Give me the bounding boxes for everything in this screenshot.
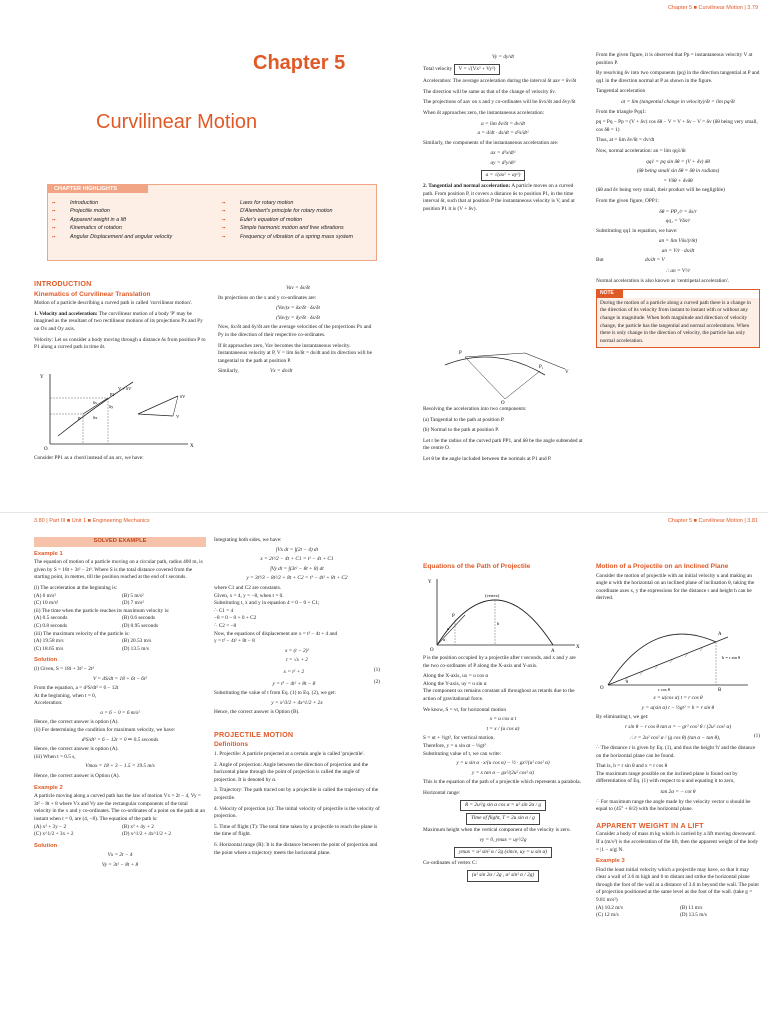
option: (D) 0.95 seconds <box>122 622 159 629</box>
fig-label-a: A <box>551 649 555 653</box>
solution-line: ∫Vx dt = ∫(2t − 4) dt <box>275 546 319 553</box>
solution-line: At the beginning, when t = 0, <box>34 692 97 699</box>
text-line: ∴ For maximum range the angle made by the velocity vector u should be equal to (45° + θ/2) with the horizontal plane. <box>596 798 751 813</box>
solution-line: Hence, the correct answer is option (A). <box>34 719 119 726</box>
highlight-item: ▪▪ Simple harmonic motion and free vibrations <box>218 224 376 232</box>
question-2: (ii) The time when the particle reaches its maximum velocity is: <box>34 607 170 614</box>
solution-line: Hence, the correct answer is Option (A). <box>34 773 120 780</box>
highlight-item: ▪▪ Kinematics of rotation <box>48 224 218 232</box>
solution-2-title: Solution <box>34 842 58 849</box>
fig-label-u: u <box>447 626 450 631</box>
page4-left-column <box>423 563 583 573</box>
page1-left-column <box>34 280 206 355</box>
page4-right-text <box>596 693 760 920</box>
solution-line: Vx = 2t − 4 <box>107 852 133 859</box>
solution-line: x = 2t²/2 − 4t + C1 = t² − 4t + C1 <box>260 556 334 563</box>
acceleration-text: Acceleration: The average acceleration during the interval δt aav = δv/δt <box>423 78 577 85</box>
solution-line: ∫Vy dt = ∫(3t² − 8t + 8) dt <box>270 565 324 572</box>
fig-label-o: O <box>600 686 604 691</box>
solution-line: Given, x = 4, y = −8, when t = 0. <box>214 592 284 599</box>
svg-text:V: V <box>565 370 569 375</box>
option: (A) 10.2 m/s <box>596 904 623 911</box>
eq-vy: Vy = dy/dt <box>492 54 514 60</box>
example-2-options <box>34 824 206 839</box>
negligible-text: (δθ and δv being very small, their product will be negligible) <box>596 187 725 194</box>
kinematics-heading: Kinematics of Curvilinear Translation <box>34 290 151 298</box>
solution-line: Substituting t, x and y in equation 4 = 0 − 0 + C1; <box>214 600 320 607</box>
solution-line: ∴ C2 = −8 <box>214 622 237 629</box>
fig-label-theta: θ <box>626 679 629 684</box>
qq-eq: qq1 = pq sin δθ = (V + δv) δθ <box>646 158 710 165</box>
example-1-text: The equation of motion of a particle moving on a circular path, radius 400 m, is given by S = 18t + 3t² − 2t³. Where S is the total distance covered from the starting point, in metres, till the position reached at the end of t seconds. <box>34 559 203 581</box>
text-line: ∴ r = 2u² cos² α / (g cos θ) (tan α − tan θ), <box>629 735 721 742</box>
average-velocity-text: Now, δx/δt and δy/δt are the average velocities of the projections Px and Py in the direction of their respective co-ordinates. <box>218 324 372 338</box>
highlight-item: ▪▪ Laws for rotary motion <box>218 199 376 207</box>
question-1-options <box>34 593 206 608</box>
intro-heading: INTRODUCTION <box>34 279 92 288</box>
text-line: Along the X-axis, ux = u cos α <box>423 673 489 680</box>
option: (C) 0.8 seconds <box>34 622 68 629</box>
solution-line: Acceleration: <box>34 700 63 707</box>
text-line: ∴ The distance r is given by Eq. (1), and thus the height 'h' and the distance on the horizontal plane can be found. <box>596 744 756 759</box>
solution-line: (i) Given, S = 18t + 3t² − 2t³ <box>34 665 94 672</box>
fig-label: V <box>176 414 180 419</box>
page4-left-text <box>423 655 583 884</box>
eq-total-accel: a = √(ax² + ay²) <box>481 170 526 182</box>
velocity-text: Velocity: Let us consider a body moving through a distance δs from position P to P1 along a curved path in time δt. <box>34 336 206 351</box>
text-line: The component ux remains constant all throughout as retards due to the action of gravitational force. <box>423 688 575 702</box>
projections-text: The projections of aav on x and y co-ordinates will be δvx/δt and δvy/δt <box>423 99 576 106</box>
tangential-heading: 2. Tangential and normal acceleration: <box>423 183 511 190</box>
velocity-vector-figure <box>38 370 208 452</box>
inclined-plane-heading: Motion of a Projectile on an Inclined Plane <box>596 563 729 570</box>
text-line: Horizontal range: <box>423 789 461 796</box>
solution-line: (ii) For determining the condition for maximum velocity, we have: <box>34 727 176 734</box>
fig-label-a: A <box>718 632 722 637</box>
option: (B) 11 m/s <box>680 904 703 911</box>
question-3-options <box>34 638 206 653</box>
fig-label-rcos: r cos θ <box>658 687 670 691</box>
text-line: t = x / (u cos α) <box>486 725 520 732</box>
text-line: By eliminating t, we get: <box>596 714 649 721</box>
page-header: 3.80 | Part III ■ Unit 1 ■ Engineering Mechanics <box>34 518 150 524</box>
thus-eq: Thus, at = lim δv/δt = dv/dt <box>596 137 655 144</box>
highlight-item: ▪▪ Projectile motion <box>48 207 218 215</box>
solution-line: where C1 and C2 are constants. <box>214 584 282 591</box>
svg-text:P: P <box>459 351 462 356</box>
highlights-right-list <box>218 199 376 241</box>
radius-text: Let r be the radius of the curved path PP1, and δθ be the angle subtended at the centre O. <box>423 437 583 452</box>
inclined-plane-text: Consider the motion of projectile with an initial velocity u and making an angle α with the horizontal on an inclined plane of inclination θ, taking the coordinate axes x, y the expressions for the distance r and height h can be derived. <box>596 572 755 602</box>
apparent-weight-text: Consider a body of mass m kg which is carried by a lift moving downward. If a (m/s²) is the acceleration of the lift, then the apparent weight of the body = |1 − a/g| N. <box>596 831 759 853</box>
text-line: This is the equation of the path of a projectile which represents a parabola. <box>423 779 581 786</box>
fig-label-h: h <box>497 621 500 626</box>
tangential-text: A particle moves on a curved path. From position P, it covers a distance δs to position P1, in the time interval δt, such that at position P the instantaneous velocity is V, and at position P1 it is (V + δv). <box>423 183 575 212</box>
option: (C) 12 m/s <box>596 912 619 919</box>
option: (B) 0.6 seconds <box>122 615 156 622</box>
highlight-item: ▪▪ Apparent weight in a lift <box>48 216 218 224</box>
definition-item: 6. Horizontal range (R): It is the distance between the point of projection and the point where a trajectory meets the horizontal plane. <box>214 842 378 856</box>
fig-label: δx <box>93 415 98 420</box>
text-line: We know, S = vt, for horizontal motion <box>423 706 506 713</box>
solution-line: y = t³ − 4t² + 8t − 8 <box>272 680 316 687</box>
fig-label: δs <box>93 400 97 405</box>
solution-line: −8 = 0 − 0 + 0 + C2 <box>214 615 257 622</box>
resolve-text: By resolving δv into two components (pq) in the direction tangential at P and qq1 in the direction normal at P as shown in the figure. <box>596 70 760 84</box>
fig-label-x: X <box>576 645 580 650</box>
solution-title: Solution <box>34 657 58 664</box>
question-1: (i) The acceleration at the beginning is: <box>34 584 118 591</box>
fig-label-b: B <box>718 688 722 691</box>
solution-line: Substituting the value of t from Eq. (1) to Eq. (2), we get: <box>214 690 336 697</box>
projections-text: Its projections on the x and y co-ordinates are: <box>218 294 317 301</box>
page1-mid-column: Vav = δs/δt Its projections on the x and y co-ordinates are: (Vav)x = δx/δt · δs/δt (Vav)y = δy/δt · δs/δt Now, δx/δt and δy/δt are the average velocities of the projections Px and Py in the direction of their respective co-ordinates. If δt approaches zero, Vav becomes the instantaneous velocity. Instantaneous velocity at P, V = lim δs/δt = ds/dt and its direction will be tangential to the path at position P. Similarly, Vx = dx/dt <box>218 283 378 379</box>
resolve-a: (a) Tangential to the path at position P. <box>423 416 505 423</box>
option: (B) 5 m/s² <box>122 592 144 599</box>
solution-line: Now, the equations of displacement are x = t² − 4t + 4 and <box>214 630 338 637</box>
fig-label: P1 <box>110 392 115 397</box>
option: (A) 0.5 seconds <box>34 615 68 622</box>
fig-label-o: O <box>44 447 48 452</box>
text-line: x = u(cos α) t = r cos θ <box>653 695 703 701</box>
example-1-title: Example 1 <box>34 550 63 557</box>
text-line: Along the Y-axis, uy = u sin α <box>423 680 487 687</box>
projectile-path-figure <box>425 575 585 653</box>
page-header: Chapter 5 ■ Curvilinear Motion | 3.81 <box>667 518 758 524</box>
option: (A) 19.58 m/s <box>34 638 64 645</box>
text-line: P is the position occupied by a projectile after t seconds, and x and y are the two co-ordinates of P along the X-axis and Y-axis. <box>423 655 576 669</box>
velocity-accel-heading: 1. Velocity and acceleration: <box>34 310 98 317</box>
tangential-normal-figure <box>435 335 585 405</box>
highlight-item: ▪▪ Euler's equation of motion <box>218 216 376 224</box>
example-3-options <box>596 905 760 920</box>
option: (C) 10 m/s² <box>34 600 59 607</box>
qq-eq2: = Vδθ + δvδθ <box>663 177 693 184</box>
definition-item: 1. Projectile: A particle projected at a certain angle is called 'projectile'. <box>214 751 365 758</box>
solution-line: a = 6 − 0 = 6 m/s² <box>100 709 140 716</box>
theta-text: Let θ be the angle included between the normals at P1 and P. <box>423 455 552 462</box>
page4-right-column <box>596 563 760 606</box>
text-line: y = x tan α − gx²/(2u² cos² α) <box>472 769 534 776</box>
option: (C) x^1/2 + 3x + 2 <box>34 831 74 838</box>
fig-label-alpha: α <box>443 637 446 642</box>
qq-note: (δθ being small sin δθ = δθ in radians) <box>636 168 720 175</box>
solution-1 <box>34 666 206 781</box>
page2-left-column: Vy = dy/dt Total velocity V = √(Vx² + Vy²) Acceleration: The average acceleration during the interval δt aav = δv/δt The direction will be same as that of the change of velocity δv. The projections of aav on x and y co-ordinates will be δvx/δt and δvy/δt When δt approaches zero, the instantaneous acceleration: a = lim δv/δt = dv/dt a = d/dt · ds/dt = d²s/dt² Similarly, the components of the instantaneous acceleration are: ax = d²x/dt² ay = d²y/dt² a = √(ax² + ay²) 2. Tangential and normal acceleration: A particle moves on a curved path. From position P, it covers a distance δs to position P1, in the time interval δt, such that at position P the instantaneous velocity is V, and at position P1 it is (V + δv). <box>423 52 583 217</box>
page2-right-column: From the given figure, it is observed that Pp = instantaneous velocity V at position P. By resolving δv into two components (pq) in the direction tangential at P and qq1 in the direction normal at P as shown in the figure. Tangential acceleration at = lim (tangential change in velocity)/δt = lim pq/δt From the triangle Pqq1: pq = Pq − Pp = (V + δv) cos δθ − V = V + δv − V = δv (δθ being very small, cos δθ = 1) Thus, at = lim δv/δt = dv/dt Now, normal acceleration: an = lim qq1/δt qq1 = pq sin δθ = (V + δv) δθ (δθ being small sin δθ = δθ in radians) = Vδθ + δvδθ (δθ and δv being very small, their product will be negligible) From the given figure, OPP1: δθ = PP₁/r = δs/r qq₁ = Vδs/r Substituting qq1 in equation, we have: an = lim Vδs/(rδt) an = V/r · ds/dt But ds/dt = V ∴ an = V²/r Normal acceleration is also known as 'centripetal acceleration'. NOTE During the motion of a particle along a curved path there is a change in the direction of its velocity from instant to instant with or without any change in magnitude. When both magnitude and direction of velocity change, the particle has the tangential and normal accelerations. When there is only change in the direction of velocity, the particle has only normal acceleration. <box>596 52 760 348</box>
solution-line: x = (t − 2)² <box>284 647 310 654</box>
option: (B) x³ + 4y + 2 <box>122 823 154 830</box>
centripetal-note: Normal acceleration is also known as 'centripetal acceleration'. <box>596 277 730 284</box>
example-3-title: Example 3 <box>596 858 625 865</box>
chapter-highlights-box <box>47 184 377 261</box>
example-3-text: Find the least initial velocity which a projectile may have, so that it may clear a wall of 3.6 m high and 6 m distant and strike the horizontal plane through the foot of the wall at a distance of 3.6 m beyond the wall. The point of projection positioned at the same level as the foot of the wall. (take g = 9.81 m/s²) <box>596 866 759 904</box>
definition-item: 3. Trajectory: The path traced out by a projectile is called the trajectory of the projectile. <box>214 787 379 802</box>
fig-label: δy <box>109 404 114 409</box>
eq-number: (1) <box>753 733 760 740</box>
chapter-title: Curvilinear Motion <box>96 111 258 133</box>
fig-label-x: X <box>190 444 194 449</box>
inclined-plane-figure <box>598 619 758 691</box>
definitions-heading: Definitions <box>214 741 249 749</box>
total-velocity-label: Total velocity <box>423 65 453 72</box>
example-2-text: A particle moving along a curved path has the law of motion Vx = 2t − 4, Vy = 3t² − 8t + 8 where Vx and Vy are the rectangular components of the total velocity in the x and y co-ordinates. The co-ordinates of a point on the path at an instant when t = 0, are (4, −8). The equation of the path is: <box>34 793 205 822</box>
text-line: vy = 0, ymax = uy²/2g <box>479 837 527 844</box>
range-formula: R = 2u²/g sin α cos α = u² sin 2α / g <box>460 800 546 812</box>
text-line: The maximum range possible on the inclined plane is found out by differentiation of Eq. (1) with respect to α and equating it to zero, <box>596 770 738 785</box>
solution-line: y = 3t³/3 − 8t²/2 + 8t + C2 = t³ − 4t² + 8t + C2 <box>246 575 348 582</box>
solution-line: Hence, the correct answer is option (A). <box>34 746 119 753</box>
page3-right-column <box>214 537 380 860</box>
solution-line: From the equation, a = d²S/dt² = 6 − 12t <box>34 685 119 692</box>
max-height-formula: ymax = u² sin² α / 2g (since, uy = u sin α) <box>454 847 552 859</box>
option: (D) 13.5 m/s <box>680 912 707 919</box>
option: (B) 20.53 m/s <box>122 638 152 645</box>
text-line: r sin θ − r cos θ tan α = − gr² cos² θ / (2u² cos² α) <box>624 723 732 730</box>
solution-line: Hence, the correct answer is Option (B). <box>214 709 300 716</box>
definition-item: 4. Velocity of projection (u): The initial velocity of projectile is the velocity of projection. <box>214 805 380 820</box>
solution-line: y = t³ − 4t² + 8t − 8 <box>214 638 255 645</box>
eq-total-velocity: V = √(Vx² + Vy²) <box>454 64 501 76</box>
fig-label: V + δV <box>118 386 132 391</box>
solution-line: d²S/dt² = 6 − 12t = 0 ⇒ 0.5 seconds <box>81 736 159 743</box>
highlight-item: ▪▪ Angular Displacement and angular velocity <box>48 233 218 241</box>
question-3: (iii) The maximum velocity of the particle is: <box>34 630 130 637</box>
path-equations-heading: Equations of the Path of Projectile <box>423 563 531 570</box>
definition-item: 2. Angle of projection: Angle between the direction of projection and the horizontal plane through the point of projection is called the angle of projection. It is denoted by α. <box>214 761 369 783</box>
vertex-formula: (u² sin 2α / 2g , u² sin² α / 2g) <box>467 870 539 882</box>
solved-example-banner: SOLVED EXAMPLE <box>34 537 206 547</box>
svg-text:P₁: P₁ <box>539 365 544 370</box>
svg-text:O: O <box>501 401 505 405</box>
highlight-item: ▪▪ D'Alembert's principle for rotary motion <box>218 207 376 215</box>
text-line: Therefore, y = u sin αt − ½gt² <box>423 742 486 749</box>
eq-number: (1) <box>373 666 380 673</box>
highlight-item: ▪▪ Introduction <box>48 199 218 207</box>
velocity-accel-text: The curvilinear motion of a body 'P' may be imagined as the resultant of two rectilinear motions of its projections Px and Py on Ox and Oy axis. <box>34 310 203 332</box>
direction-text: The direction will be same as that of the change of velocity δv. <box>423 88 556 95</box>
definition-item: 5. Time of flight (T): The total time taken by a projectile to reach the plane is the time of flight. <box>214 823 378 838</box>
note-label: NOTE <box>597 290 623 298</box>
solution-line: Vmax = 18 + 3 − 1.5 = 19.5 m/s <box>85 763 155 770</box>
triangle-eq: pq = Pq − Pp = (V + δv) cos δθ − V = V + δv − V = δv (δθ being very small, cos δθ = 1) <box>596 119 758 133</box>
tangential-accel-label: Tangential acceleration <box>596 88 646 95</box>
text-line: Co-ordinates of vertex C: <box>423 860 477 867</box>
text-line: y = u sin α · x/(u cos α) − ½ · gx²/(u² cos² α) <box>456 760 550 767</box>
fig-label: P <box>78 416 81 421</box>
resolve-b: (b) Normal to the path at position P. <box>423 427 499 434</box>
instant-velocity-text: If δt approaches zero, Vav becomes the instantaneous velocity. Instantaneous velocity at P, V = lim δs/δt = ds/dt and its direction will be tangential to the path at position P. <box>218 342 372 364</box>
similarly-label: Similarly, <box>218 368 239 375</box>
fig-label-o: O <box>430 648 434 653</box>
but-label: But <box>596 257 604 264</box>
solution-line: t = √x + 2 <box>286 657 308 664</box>
solution-line: V = dS/dt = 18 + 6t − 6t² <box>92 675 148 682</box>
solution-line: ∴ C1 = 4 <box>214 607 234 614</box>
highlight-item: ▪▪ Frequency of vibration of a spring mass system <box>218 233 376 241</box>
similarly-components-text: Similarly, the components of the instantaneous acceleration are: <box>423 139 559 146</box>
time-of-flight-formula: Time of flight, T = 2u sin α / g <box>466 813 540 825</box>
triangle-label: From the triangle Pqq1: <box>596 108 647 115</box>
text-line: y = u(sin α) t − ½gt² = h = r sin θ <box>641 704 715 711</box>
question-2-options <box>34 615 206 630</box>
eq-vav: Vav = δs/δt <box>286 285 310 291</box>
fig-label-h: h = r sin θ <box>722 655 741 660</box>
highlights-title: CHAPTER HIGHLIGHTS <box>48 185 148 193</box>
solution-line: x = t² + 2 <box>283 668 305 675</box>
option: (D) 13.5 m/s <box>122 645 149 652</box>
apparent-weight-heading: APPARENT WEIGHT IN A LIFT <box>596 820 704 830</box>
text-line: tan 2α = − cot θ <box>660 788 696 795</box>
solution-line: y = x^3/2 + 4x^1/2 + 2x <box>271 699 323 706</box>
example-2-title: Example 2 <box>34 784 63 791</box>
solution-line: Integrating both sides, we have: <box>214 537 282 543</box>
text-line: x = u cos α t <box>489 716 517 723</box>
text-line: S = ut + ½gt², for vertical motion. <box>423 735 495 742</box>
bottom-spread <box>0 512 768 1025</box>
option: (A) x² + 3y − 2 <box>34 823 67 830</box>
highlights-left-list <box>48 199 218 241</box>
text-line: Substituting value of t, we can write: <box>423 750 502 757</box>
fig-label-vertex: (vertex) <box>485 593 500 598</box>
normal-accel-eq: Now, normal acceleration: an = lim qq1/δt <box>596 147 686 154</box>
note-box <box>596 289 760 348</box>
solution-line: (iii) When t = 0.5 s, <box>34 753 76 760</box>
solution-line: Vy = 3t² − 8t + 8 <box>101 861 139 868</box>
chapter-number: Chapter 5 <box>253 52 346 74</box>
note-text: During the motion of a particle along a curved path there is a change in the direction of its velocity from instant to instant with or without any change in magnitude. When both magnitude and direction of velocity change, the particle has the tangential and normal accelerations. When there is only change in the direction of velocity, the particle has only normal acceleration. <box>597 298 759 348</box>
text-line: Maximum height when the vertical component of the velocity is zero. <box>423 826 571 833</box>
eq-vx: Vx = dx/dt <box>270 368 293 375</box>
fig-label-p: P <box>452 614 455 619</box>
option: (D) x^1/2 + 4x^1/2 + 2 <box>122 831 172 838</box>
fig-label-y: Y <box>428 580 432 585</box>
top-spread <box>0 0 768 512</box>
option: (A) 6 m/s² <box>34 592 56 599</box>
consider-text: Consider PP1 as a chord instead of an arc, we have: <box>34 455 144 461</box>
intro-text: Motion of a particle describing a curved path is called 'curvilinear motion'. <box>34 300 193 307</box>
page-header: Chapter 5 ■ Curvilinear Motion | 3.79 <box>667 5 758 11</box>
projectile-motion-heading: PROJECTILE MOTION <box>214 729 294 739</box>
observed-text: From the given figure, it is observed that Pp = instantaneous velocity V at position P. <box>596 52 753 66</box>
resolving-text: Resolving the acceleration into two components: <box>423 406 527 412</box>
fig-label-y: Y <box>40 375 44 380</box>
page3-left-column <box>34 537 206 872</box>
option: (D) 7 m/s² <box>122 600 144 607</box>
eq-number: (2) <box>373 678 380 685</box>
page2-left-bottom <box>423 406 583 467</box>
text-line: That is, h = r sin θ and x = r cos θ <box>596 763 668 770</box>
substituting-text: Substituting qq1 in equation, we have: <box>596 227 678 234</box>
from-figure-text: From the given figure, OPP1: <box>596 197 659 204</box>
option: (C) 18.65 m/s <box>34 645 64 652</box>
fig-label: δV <box>180 394 186 399</box>
when-text: When δt approaches zero, the instantaneous acceleration: <box>423 109 545 116</box>
